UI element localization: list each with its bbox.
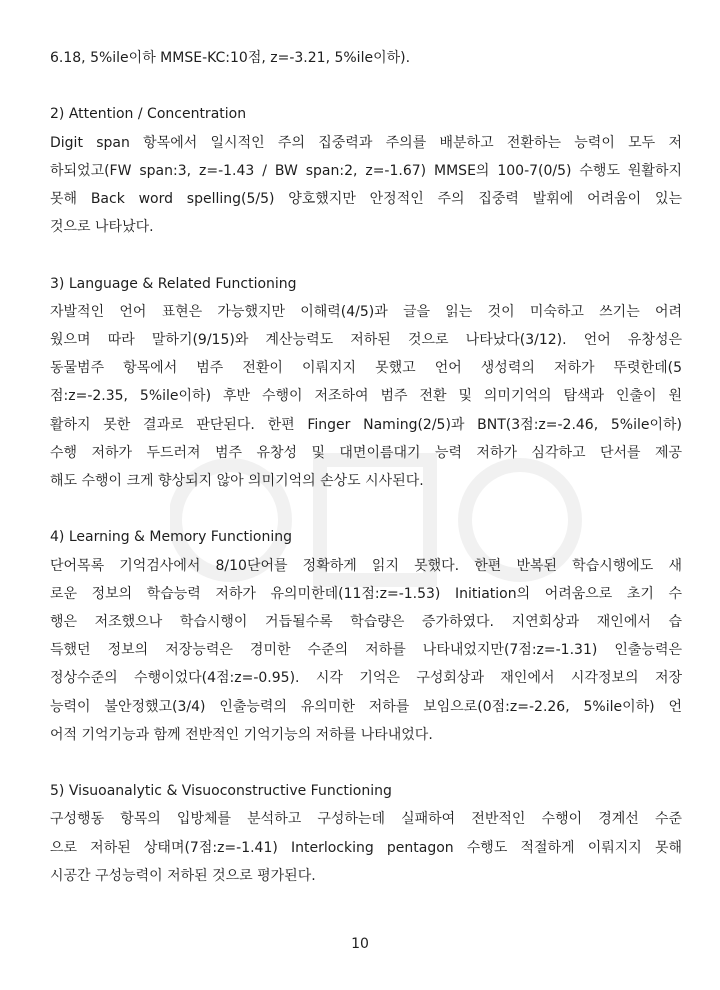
paragraph-line: 하되었고(FW span:3, z=-1.43 / BW span:2, z=-1.67) MMSE의 100-7(0/5) 수행도 원활하지 <box>50 162 682 179</box>
paragraph-line: 득했던 정보의 저장능력은 경미한 수준의 저하를 나타내었지만(7점:z=-1.31) 인출능력은 <box>50 642 682 659</box>
paragraph-line: 어적 기억기능과 함께 전반적인 기억기능의 저하를 나타내었다. <box>50 726 433 743</box>
paragraph-line: 해도 수행이 크게 향상되지 않아 의미기억의 손상도 시사된다. <box>50 473 424 490</box>
paragraph-line: 으로 저하된 상태며(7점:z=-1.41) Interlocking pentagon 수행도 적절하게 이뤄지지 못해 <box>50 839 682 856</box>
section-visuoconstructive <box>50 777 682 890</box>
paragraph-line: 못해 Back word spelling(5/5) 양호했지만 안정적인 주의 집중력 발휘에 어려움이 있는 <box>50 191 682 207</box>
section-heading: 3) Language & Related Functioning <box>50 275 297 292</box>
section-language <box>50 270 682 496</box>
paragraph-line: 시공간 구성능력이 저하된 것으로 평가된다. <box>50 867 316 884</box>
paragraph-line: 웠으며 따라 말하기(9/15)와 계산능력도 저하된 것으로 나타났다(3/12). 언어 유창성은 <box>50 332 682 348</box>
paragraph-line: Digit span 항목에서 일시적인 주의 집중력과 주의를 배분하고 전환하는 능력이 모두 저 <box>50 134 682 151</box>
paragraph-line: 로운 정보의 학습능력 저하가 유의미한데(11점:z=-1.53) Initiation의 어려움으로 초기 수 <box>50 585 682 602</box>
section-memory <box>50 523 682 749</box>
paragraph-line: 행은 저조했으나 학습시행이 거듭될수록 학습량은 증가하였다. 지연회상과 재인에서 습 <box>50 614 682 631</box>
paragraph-line: 능력이 불안정했고(3/4) 인출능력의 유의미한 저하를 보임으로(0점:z=-2.26, 5%ile이하) 언 <box>50 698 682 715</box>
report-body <box>50 44 682 890</box>
paragraph-line: 활하지 못한 결과로 판단된다. 한편 Finger Naming(2/5)과 BNT(3점:z=-2.46, 5%ile이하) <box>50 416 682 433</box>
paragraph-line: 점:z=-2.35, 5%ile이하) 후반 수행이 저조하여 범주 전환 및 의미기억의 탐색과 인출이 원 <box>50 388 682 405</box>
section-heading: 4) Learning & Memory Functioning <box>50 529 292 546</box>
paragraph-line: 자발적인 언어 표현은 가능했지만 이해력(4/5)과 글을 읽는 것이 미숙하고 쓰기는 어려 <box>50 303 682 320</box>
paragraph-line: 구성행동 항목의 입방체를 분석하고 구성하는데 실패하여 전반적인 수행이 경계선 수준 <box>50 811 682 828</box>
paragraph-line: 단어목록 기억검사에서 8/10단어를 정확하게 읽지 못했다. 한편 반복된 학습시행에도 새 <box>50 557 682 574</box>
paragraph-line: 동물범주 항목에서 범주 전환이 이뤄지지 못했고 언어 생성력의 저하가 뚜렷한데(5 <box>50 360 682 377</box>
paragraph-line: 정상수준의 수행이었다(4점:z=-0.95). 시각 기억은 구성회상과 재인에서 시각정보의 저장 <box>50 670 682 687</box>
page-number: 10 <box>351 936 369 952</box>
paragraph-line: 수행 저하가 두드러져 범주 유창성 및 대면이름대기 능력 저하가 심각하고 단서를 제공 <box>50 444 682 461</box>
section-heading: 5) Visuoanalytic & Visuoconstructive Functioning <box>50 783 392 800</box>
section-heading: 2) Attention / Concentration <box>50 106 247 123</box>
intro-paragraph <box>50 44 682 72</box>
paragraph-line: 것으로 나타났다. <box>50 219 154 236</box>
intro-line: 6.18, 5%ile이하 MMSE-KC:10점, z=-3.21, 5%ile이하). <box>50 50 411 66</box>
section-attention <box>50 100 682 241</box>
